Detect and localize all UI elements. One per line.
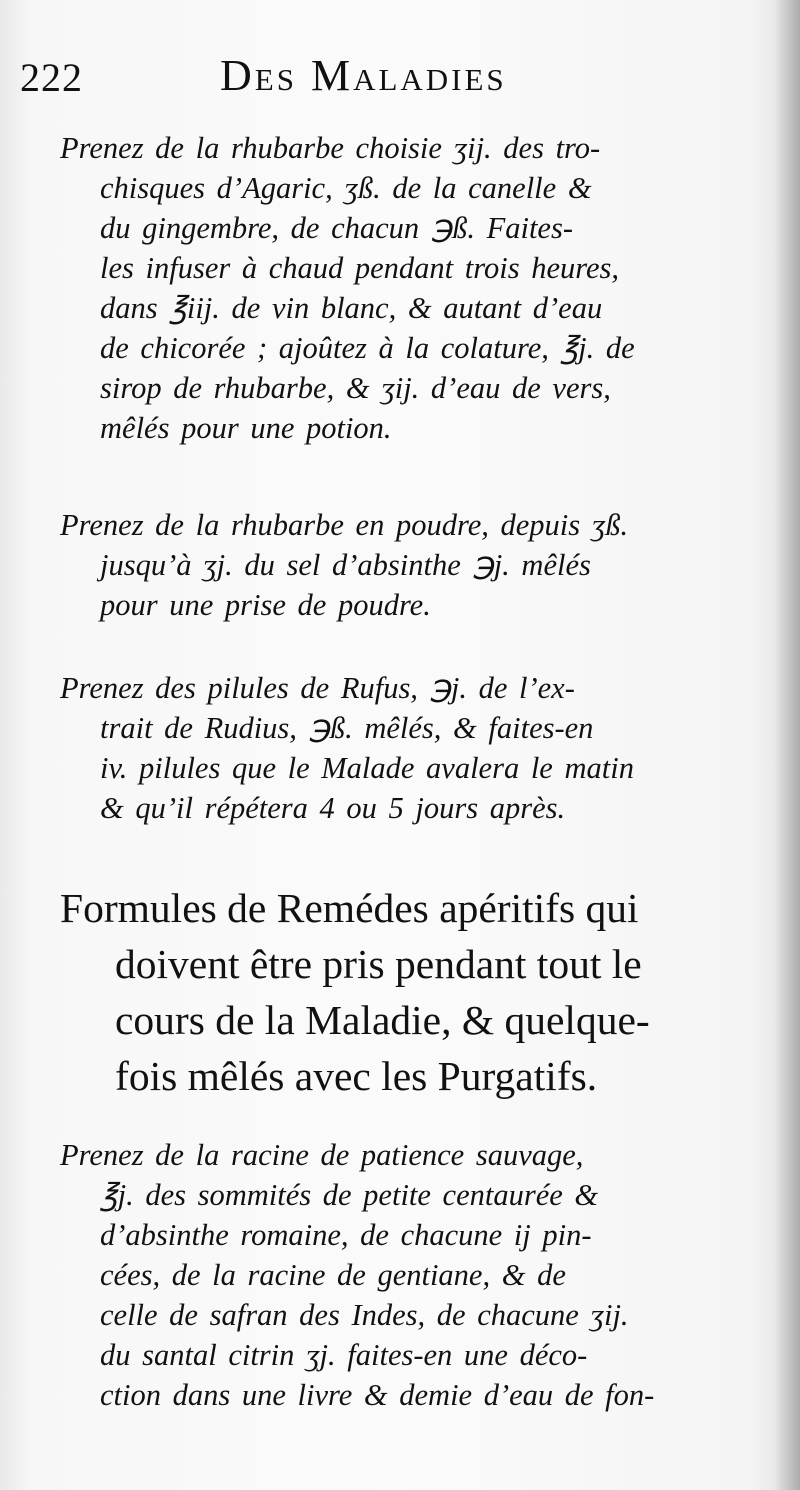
text-line: Prenez de la racine de patience sauvage, <box>60 1138 584 1172</box>
text-line: pour une prise de poudre. <box>100 588 431 622</box>
heading-line: fois mêlés avec les Purgatifs. <box>115 1053 598 1099</box>
text-line: ction dans une livre & demie d’eau de fon- <box>100 1378 655 1412</box>
text-line: Prenez de la rhubarbe en poudre, depuis ʒß. <box>60 508 629 542</box>
text-line: d’absinthe romaine, de chacune ij pin- <box>100 1218 592 1252</box>
text-line: du santal citrin ʒj. faites-en une déco- <box>100 1338 588 1372</box>
page-header <box>20 50 770 110</box>
heading-line: doivent être pris pendant tout le <box>115 941 642 987</box>
heading-line: cours de la Maladie, & quelque- <box>115 997 650 1043</box>
text-line: les infuser à chaud pendant trois heures, <box>100 251 620 285</box>
text-line: Prenez des pilules de Rufus, ℈j. de l’ex- <box>60 671 575 705</box>
paragraph-recipe-3 <box>0 668 770 828</box>
text-line: dans ℥iij. de vin blanc, & autant d’eau <box>100 291 603 325</box>
paragraph-recipe-2 <box>0 505 770 625</box>
section-heading <box>0 880 770 1104</box>
text-line: Prenez de la rhubarbe choisie ʒij. des tro- <box>60 131 601 165</box>
page-number: 222 <box>20 55 83 100</box>
text-line: chisques d’Agaric, ʒß. de la canelle & <box>100 171 592 205</box>
text-line: de chicorée ; ajoûtez à la colature, ℥j. de <box>100 331 635 365</box>
text-line: mêlés pour une potion. <box>100 411 392 445</box>
text-line: du gingembre, de chacun ℈ß. Faites- <box>100 211 573 245</box>
text-line: iv. pilules que le Malade avalera le matin <box>100 751 634 785</box>
paragraph-recipe-1 <box>0 128 770 448</box>
text-line: jusqu’à ʒj. du sel d’absinthe ℈j. mêlés <box>100 548 591 582</box>
text-line: cées, de la racine de gentiane, & de <box>100 1258 566 1292</box>
running-head: Des Maladies <box>220 51 507 100</box>
heading-line: Formules de Remédes apéritifs qui <box>60 885 639 931</box>
paragraph-recipe-4 <box>0 1135 770 1415</box>
text-line: trait de Rudius, ℈ß. mêlés, & faites-en <box>100 711 594 745</box>
text-line: celle de safran des Indes, de chacune ʒij. <box>100 1298 629 1332</box>
text-line: ℥j. des sommités de petite centaurée & <box>100 1178 599 1212</box>
text-line: sirop de rhubarbe, & ʒij. d’eau de vers, <box>100 371 611 405</box>
text-line: & qu’il répétera 4 ou 5 jours après. <box>100 791 566 825</box>
